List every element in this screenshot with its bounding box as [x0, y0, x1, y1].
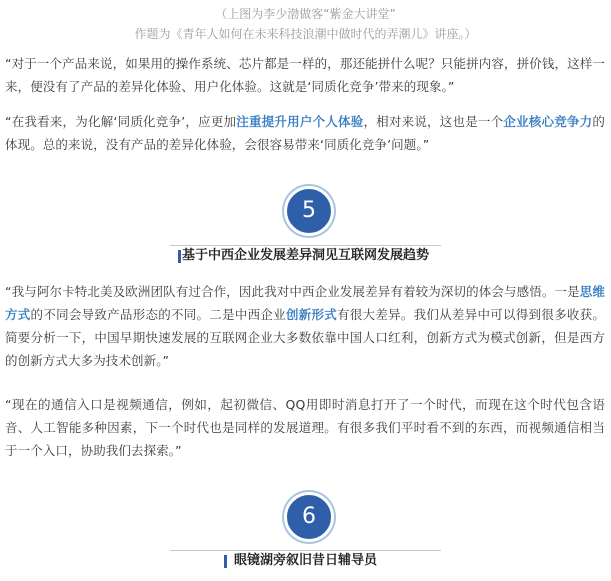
paragraph-text: 的不同会导致产品形态的不同。二是中西企业: [30, 307, 286, 322]
section-title: 基于中西企业发展差异洞见互联网发展趋势: [181, 248, 429, 263]
highlighted-phrase: 思维方式: [5, 284, 606, 322]
section-number-badge: 5: [284, 186, 334, 236]
paragraph: [5, 110, 605, 156]
paragraph-text: 有很大差异。我们从差异中可以得到很多收获。简要分析一下，中国早期快速发展的互联网企业大多数依靠中国人口红利，创新方式为模式创新，但是西方的创新方式大多为技术创新。”: [5, 307, 605, 368]
section-number-badge: 6: [284, 492, 334, 542]
paragraph-text: 的体现。总的来说，没有产品的差异化体验，会很容易带来‘同质化竞争’问题。”: [5, 114, 605, 152]
paragraph-text: “我与阿尔卡特北美及欧洲团队有过合作，因此我对中西企业发展差异有着较为深切的体会与感悟。一是: [5, 284, 580, 299]
paragraph: [5, 280, 605, 372]
paragraph: [5, 52, 605, 98]
paragraph-text: ，相对来说，这也是一个: [363, 114, 504, 129]
paragraph-text: “在我看来，为化解‘同质化竞争’，应更加: [5, 114, 237, 129]
highlighted-phrase: 企业核心竞争力: [503, 114, 593, 129]
paragraph-text: “对于一个产品来说，如果用的操作系统、芯片都是一样的，那还能拼什么呢？只能拼内容，拼价钱，这样一来，便没有了产品的差异化体验、用户化体验。这就是‘同质化竞争’带来的现象。”: [5, 56, 605, 94]
caption-line-1: （上图为李少渤做客“紫金大讲堂”: [215, 7, 396, 21]
paragraph: [5, 393, 605, 462]
caption-line-2: 作题为《青年人如何在未来科技浪潮中做时代的弄潮儿》讲座。）: [134, 27, 477, 41]
paragraph-text: “现在的通信入口是视频通信，例如，起初微信、QQ用即时消息打开了一个时代，而现在这个时代包含语音、人工智能多种因素，下一个时代也是同样的发展道理。有很多我们平时看不到的东西，而视频通信相当于一个入口，协助我们去探索。”: [5, 397, 605, 458]
highlighted-phrase: 创新形式: [285, 307, 338, 322]
section-title: 眼镜湖旁叙旧昔日辅导员: [233, 553, 377, 568]
highlighted-phrase: 注重提升用户个人体验: [236, 114, 364, 129]
